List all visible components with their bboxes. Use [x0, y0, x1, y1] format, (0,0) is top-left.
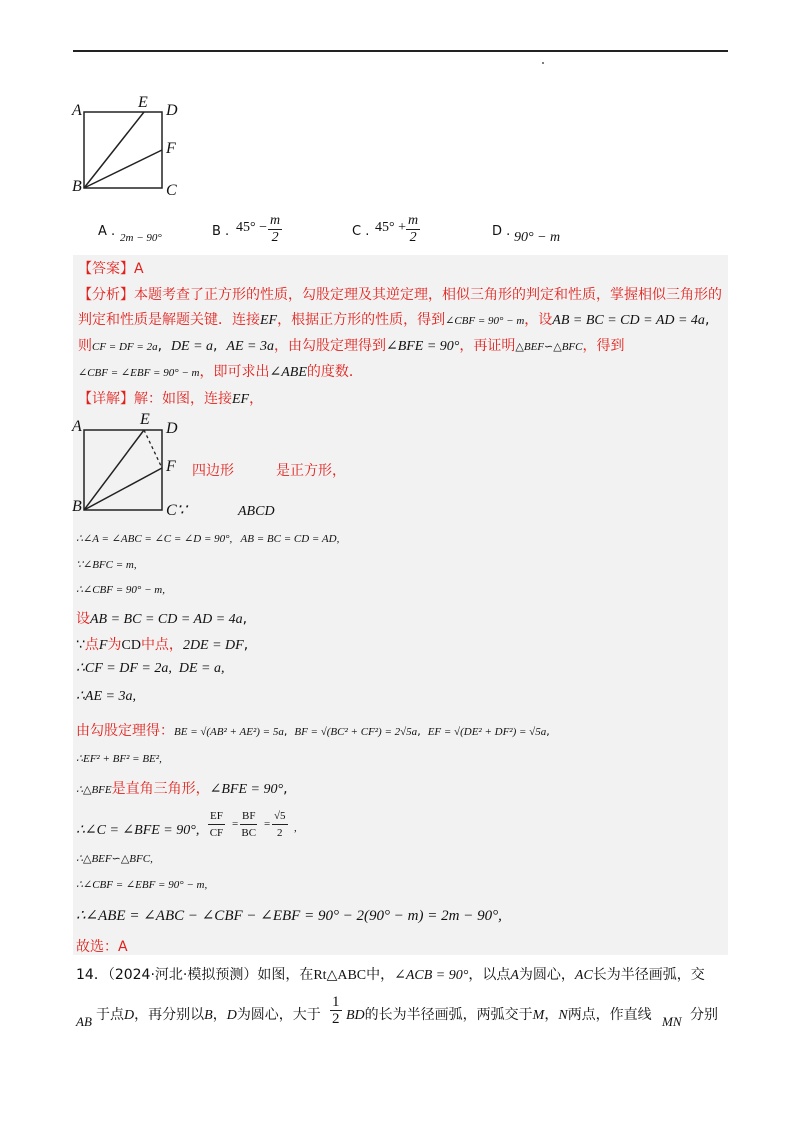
analysis-line-4 [78, 361, 363, 381]
fig1-label-b: B [72, 178, 82, 195]
detail-ef: EF [232, 392, 250, 407]
fig2-label-a: A [72, 418, 82, 435]
q14-line-2b [346, 1004, 652, 1024]
ratio-ef-cf-num: EF [208, 808, 225, 825]
page-mark-dot [542, 62, 544, 64]
q14-line-1 [76, 964, 705, 984]
answer-label: 【答案】 [78, 261, 134, 277]
detail-step-10-tri: ∴△BFE [76, 784, 112, 796]
q14-half [330, 994, 342, 1027]
ratio-ef-cf [208, 808, 225, 841]
q14-line-2 [96, 1004, 321, 1024]
segment-bf-2 [84, 468, 162, 510]
q14-intro: 14．（2024·河北·模拟预测）如图，在 [76, 967, 314, 983]
detail-step-8-be: BE = √(AB² + AE²) = 5a [174, 726, 284, 738]
analysis-prove: ，再证明 [459, 338, 516, 354]
analysis-ae: AE = 3a [226, 339, 274, 354]
detail-step-10-text: 是直角三角形， [111, 781, 210, 797]
ratio-eq-2: = [264, 818, 271, 830]
q14-mn: MN [662, 1014, 682, 1029]
fig2-label-f: F [166, 458, 176, 475]
option-c-prefix: 45° + [375, 220, 406, 235]
detail-step-9: ∴EF² + BF² = BE², [76, 753, 162, 765]
detail-step-1b: AB = BC = CD = AD [240, 533, 337, 545]
analysis-text-1: 本题考查了正方形的性质，勾股定理及其逆定理，相似三角形的判定和性质，掌握相似三角形的 [134, 287, 722, 303]
fig1-label-f: F [166, 140, 176, 157]
q14-arc-text: 长为半径画弧，交 [592, 967, 705, 983]
q14-at-point: 于点 [96, 1007, 124, 1023]
detail-step-6b: DE = a [178, 661, 221, 676]
option-d-letter: D . [492, 224, 511, 239]
ratio-sqrt5-den: 2 [277, 827, 283, 839]
detail-step-8: 由勾股定理得：BE = √(AB² + AE²) = 5a, BF = √(BC² + CF²) = 2√5a, EF = √(DE² + DF²) = √5a, [76, 723, 550, 739]
analysis-get: ，得到 [582, 338, 625, 354]
segment-bf [84, 150, 162, 188]
analysis-then: 则 [78, 338, 92, 354]
q14-ac: AC [574, 968, 593, 983]
detail-step-4-math: AB = BC = CD = AD = 4a [90, 612, 243, 627]
q14-point-b: B [204, 1008, 213, 1023]
detail-step-6: ∴CF = DF = 2a, DE = a, [76, 661, 225, 676]
detail-intro: 解：如图，连接 [134, 391, 232, 407]
option-c-fraction [406, 213, 420, 246]
q14-angle-acb: ∠ACB = 90° [394, 968, 469, 983]
q14-point-d: D [124, 1008, 135, 1023]
analysis-text-2b: ，根据正方形的性质，得到 [277, 312, 446, 328]
segment-be [84, 112, 144, 188]
detail-step-11-text: ∴∠C = ∠BFE = 90° [76, 823, 196, 838]
detail-step-11: ∴∠C = ∠BFE = 90°, [76, 823, 207, 838]
detail-step-2-text: ∵∠BFC = m [76, 559, 134, 571]
analysis-cf-df: CF = DF = 2a [92, 341, 158, 353]
fig1-label-a: A [72, 102, 82, 119]
detail-step-12-text: ∴△BEF∽△BFC [76, 853, 151, 865]
detail-step-5: ∵点F为CD中点，2DE = DF, [76, 637, 249, 653]
analysis-text-4: ，即可求出 [199, 364, 270, 380]
analysis-label: 【分析】 [78, 287, 134, 303]
detail-step-5-math: 2DE = DF [182, 638, 244, 653]
q14-arc-text-2: 的长为半径画弧，两弧交于 [364, 1007, 533, 1023]
detail-step-6a: ∴CF = DF = 2a [76, 661, 169, 676]
detail-step-10: ∴△BFE是直角三角形，∠BFE = 90°, [76, 781, 288, 797]
fig1-label-d: D [166, 102, 178, 119]
detail-because-c: C∵ [166, 502, 187, 519]
detail-step-3-text: ∴∠CBF = 90° − m [76, 584, 163, 596]
ratio-bf-bc-den: BC [241, 827, 257, 839]
option-c-letter: C . [352, 224, 370, 239]
segment-ef-dashed [144, 430, 162, 468]
detail-abcd: ABCD [238, 504, 275, 519]
option-b-prefix: 45° − [236, 220, 267, 235]
q14-half-den: 2 [332, 1011, 340, 1027]
analysis-line-1 [78, 284, 722, 304]
q14-point-a: A [510, 968, 519, 983]
ratio-sqrt5-2 [272, 808, 288, 841]
q14-greater: 为圆心，大于 [236, 1007, 321, 1023]
detail-step-8-ef: EF = √(DE² + DF²) = √5a [427, 726, 547, 738]
analysis-set: ，设 [524, 312, 553, 328]
q14-center: 为圆心， [518, 967, 575, 983]
option-c-den: 2 [409, 230, 417, 245]
ratio-bf-bc [240, 808, 257, 841]
answer-line [78, 258, 144, 278]
option-c-num: m [408, 213, 419, 228]
q14-with-point: ，以点 [468, 967, 511, 983]
analysis-similar: △BEF∽△BFC [515, 341, 583, 353]
detail-step-8-bf: BF = √(BC² + CF²) = 2√5a [294, 726, 418, 738]
q14-in: 中， [366, 967, 395, 983]
detail-choose: 故选：A [76, 939, 128, 955]
analysis-angle-eq: ∠CBF = ∠EBF = 90° − m [78, 367, 200, 379]
ratio-bf-bc-num: BF [240, 808, 257, 825]
detail-step-5-is: 为 [107, 637, 122, 653]
q14-comma-2: ， [544, 1007, 559, 1023]
detail-step-8-text: 由勾股定理得： [76, 723, 174, 739]
q14-point-d2: D [226, 1008, 237, 1023]
answer-value: A [134, 261, 144, 277]
q14-then: ，再分别以 [134, 1007, 205, 1023]
fig2-label-e: E [140, 411, 150, 428]
detail-step-14: ∴∠ABE = ∠ABC − ∠CBF − ∠EBF = 90° − 2(90° − m) = 2m − 90°, [76, 908, 502, 924]
q14-comma: ， [212, 1007, 227, 1023]
detail-step-4: 设AB = BC = CD = AD = 4a, [76, 611, 248, 627]
option-b-num: m [270, 213, 281, 228]
detail-step-13: ∴∠CBF = ∠EBF = 90° − m, [76, 879, 208, 891]
q14-point-m: M [532, 1008, 545, 1023]
detail-step-5-because: ∵ [76, 637, 85, 653]
square-outline [84, 112, 162, 188]
q14-ab: AB [76, 1014, 92, 1029]
analysis-text-2: 判定和性质是解题关键．连接 [78, 312, 260, 328]
analysis-angle-cbf: ∠CBF = 90° − m [445, 315, 525, 327]
analysis-de: DE = a [170, 339, 214, 354]
detail-label: 【详解】 [78, 391, 134, 407]
q14-draw-line: 两点，作直线 [567, 1007, 652, 1023]
analysis-line-2: 判定和性质是解题关键．连接EF，根据正方形的性质，得到∠CBF = 90° − m，设AB = BC = CD = AD = 4a, [78, 312, 710, 328]
ratio-eq-1: = [232, 818, 239, 830]
detail-step-7: ∴AE = 3a, [76, 689, 136, 704]
detail-step-5-point: 点 [84, 637, 99, 653]
ratio-ef-cf-den: CF [209, 827, 224, 839]
ratio-comma: , [294, 822, 297, 834]
detail-step-4-set: 设 [76, 611, 90, 627]
solution-panel [73, 255, 728, 955]
detail-line-intro [78, 388, 263, 408]
analysis-end: 的度数． [306, 364, 363, 380]
option-b-den: 2 [271, 230, 279, 245]
detail-step-1: ∴∠A = ∠ABC = ∠C = ∠D = 90°, AB = BC = CD = AD, [76, 533, 340, 545]
option-b-letter: B . [212, 224, 230, 239]
detail-step-10-angle: ∠BFE = 90° [209, 782, 284, 797]
detail-step-5-f: F [98, 638, 108, 653]
fig2-label-b: B [72, 498, 82, 515]
detail-quad: 四边形 [192, 463, 234, 479]
detail-step-7-text: ∴AE = 3a [76, 689, 133, 704]
detail-is-square: 是正方形， [276, 463, 346, 479]
option-a-expr: 2m − 90° [120, 232, 162, 244]
analysis-angle-bfe: ∠BFE = 90° [385, 339, 460, 354]
detail-step-1a: ∴∠A = ∠ABC = ∠C = ∠D = 90° [76, 533, 230, 545]
q14-point-n: N [558, 1008, 568, 1023]
detail-step-14-text: ∴∠ABE = ∠ABC − ∠CBF − ∠EBF = 90° − 2(90° − m) = 2m − 90° [76, 908, 499, 924]
ratio-sqrt5-num: √5 [272, 808, 288, 825]
q14-half-num: 1 [332, 994, 340, 1010]
detail-step-3: ∴∠CBF = 90° − m, [76, 584, 165, 596]
detail-step-13-text: ∴∠CBF = ∠EBF = 90° − m [76, 879, 205, 891]
option-d-expr: 90° − m [514, 230, 561, 245]
analysis-ef: EF [260, 313, 278, 328]
analysis-angle-abe: ∠ABE [269, 365, 307, 380]
segment-be-2 [84, 430, 144, 510]
header-rule [73, 50, 728, 52]
detail-intro-end: ， [249, 391, 264, 407]
analysis-line-3: 则CF = DF = 2a, DE = a, AE = 3a，由勾股定理得到∠BFE = 90°，再证明△BEF∽△BFC，得到 [78, 338, 625, 354]
q14-rt-abc: Rt△ABC [313, 968, 367, 983]
detail-step-9-text: ∴EF² + BF² = BE² [76, 753, 160, 765]
option-b-fraction [268, 213, 282, 246]
detail-step-5-mid: 中点， [140, 637, 183, 653]
fig2-label-d: D [166, 420, 178, 437]
analysis-text-3: ，由勾股定理得到 [273, 338, 386, 354]
detail-step-12: ∴△BEF∽△BFC, [76, 853, 153, 865]
fig1-label-e: E [138, 94, 148, 111]
analysis-sides: AB = BC = CD = AD = 4a [552, 313, 705, 328]
detail-step-5-cd: CD [121, 638, 141, 653]
fig1-label-c: C [166, 182, 177, 199]
option-a-letter: A . [98, 224, 116, 239]
detail-step-2: ∵∠BFC = m, [76, 559, 137, 571]
q14-respectively: 分别 [690, 1007, 718, 1023]
q14-bd: BD [346, 1008, 365, 1023]
